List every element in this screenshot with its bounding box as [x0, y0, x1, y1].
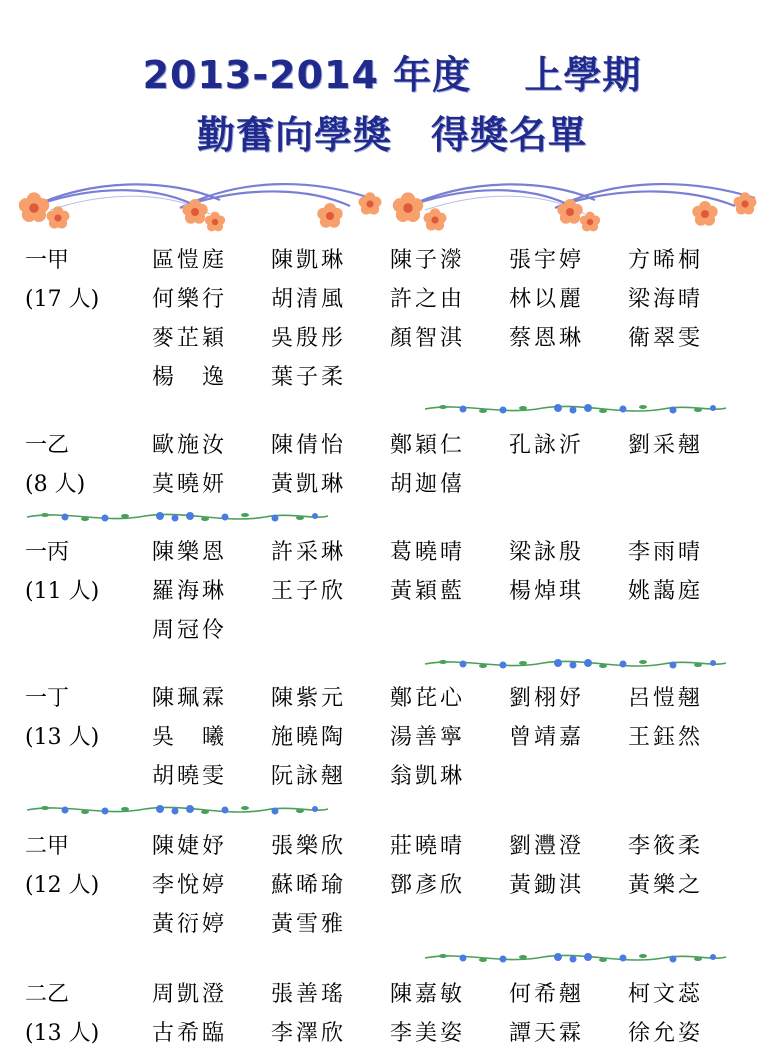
student-name: 翁凱琳	[390, 764, 466, 789]
student-list	[152, 975, 762, 1053]
student-name: 陳嘉敏	[390, 982, 466, 1007]
student-name: 胡曉雯	[152, 764, 228, 789]
class-label	[25, 827, 145, 905]
student-name: 譚天霖	[509, 1021, 585, 1046]
student-name: 施曉陶	[271, 725, 347, 750]
student-name: 胡迦僖	[390, 472, 466, 497]
student-name: 麥芷穎	[152, 326, 228, 351]
student-name: 周凱澄	[152, 982, 228, 1007]
class-count: (12 人)	[25, 873, 100, 898]
student-name: 劉采翹	[628, 433, 704, 458]
student-name: 張宇婷	[509, 248, 585, 273]
student-name: 莫曉妍	[152, 472, 228, 497]
vine-divider-icon	[25, 508, 330, 526]
student-name: 方晞桐	[628, 248, 704, 273]
student-name: 衛翠雯	[628, 326, 704, 351]
student-name: 蘇晞瑜	[271, 873, 347, 898]
page-subtitle: 勤奮向學獎 得獎名單	[196, 113, 587, 157]
student-name: 黃衍婷	[152, 912, 228, 937]
student-name: 蔡恩琳	[509, 326, 585, 351]
student-name: 柯文蕊	[628, 982, 704, 1007]
vine-divider-icon	[423, 400, 728, 418]
student-name: 李美姿	[390, 1021, 466, 1046]
student-name: 周冠伶	[152, 618, 228, 643]
flower-swirl-banner-icon	[10, 178, 774, 240]
student-name: 鄭芘心	[390, 686, 466, 711]
student-list	[152, 533, 762, 650]
student-name: 姚藹庭	[628, 579, 704, 604]
student-list	[152, 827, 762, 944]
student-name: 湯善寧	[390, 725, 466, 750]
student-list	[152, 426, 762, 504]
student-name: 黃雪雅	[271, 912, 347, 937]
student-name: 張善瑤	[271, 982, 347, 1007]
class-count: (13 人)	[25, 725, 100, 750]
student-name: 羅海琳	[152, 579, 228, 604]
class-count: (17 人)	[25, 287, 100, 312]
student-name: 王子欣	[271, 579, 347, 604]
student-name: 張樂欣	[271, 834, 347, 859]
student-name: 歐施汝	[152, 433, 228, 458]
student-name: 李澤欣	[271, 1021, 347, 1046]
student-name: 梁詠殷	[509, 540, 585, 565]
student-list	[152, 679, 762, 796]
student-name: 葛曉晴	[390, 540, 466, 565]
class-label	[25, 975, 145, 1053]
vine-divider-icon	[423, 949, 728, 967]
class-name: 二乙	[25, 982, 70, 1007]
student-name: 楊 逸	[152, 365, 228, 390]
student-name: 李悅婷	[152, 873, 228, 898]
student-name: 鄭穎仁	[390, 433, 466, 458]
class-label	[25, 533, 145, 611]
student-name: 陳紫元	[271, 686, 347, 711]
class-name: 一丁	[25, 686, 70, 711]
student-name: 李雨晴	[628, 540, 704, 565]
student-name: 黃樂之	[628, 873, 704, 898]
student-name: 陳樂恩	[152, 540, 228, 565]
class-label	[25, 679, 145, 757]
class-count: (13 人)	[25, 1021, 100, 1046]
class-label	[25, 426, 145, 504]
student-name: 呂愷翹	[628, 686, 704, 711]
student-name: 顏智淇	[390, 326, 466, 351]
class-name: 一丙	[25, 540, 70, 565]
student-name: 許之由	[390, 287, 466, 312]
vine-divider-icon	[423, 655, 728, 673]
class-count: (11 人)	[25, 579, 100, 604]
class-name: 一乙	[25, 433, 70, 458]
student-name: 陳珮霖	[152, 686, 228, 711]
student-name: 陳凱琳	[271, 248, 347, 273]
vine-divider-icon	[25, 801, 330, 819]
student-name: 陳倩怡	[271, 433, 347, 458]
student-name: 胡清風	[271, 287, 347, 312]
student-name: 莊曉晴	[390, 834, 466, 859]
student-name: 古希臨	[152, 1021, 228, 1046]
student-name: 葉子柔	[271, 365, 347, 390]
student-name: 梁海晴	[628, 287, 704, 312]
student-name: 曾靖嘉	[509, 725, 585, 750]
student-name: 吳殷彤	[271, 326, 347, 351]
student-name: 黃穎藍	[390, 579, 466, 604]
class-count: (8 人)	[25, 472, 86, 497]
student-list	[152, 241, 762, 397]
student-name: 王鈺然	[628, 725, 704, 750]
student-name: 鄧彥欣	[390, 873, 466, 898]
student-name: 徐允姿	[628, 1021, 704, 1046]
student-name: 劉栩妤	[509, 686, 585, 711]
student-name: 陳婕妤	[152, 834, 228, 859]
student-name: 何希翹	[509, 982, 585, 1007]
student-name: 許采琳	[271, 540, 347, 565]
class-name: 一甲	[25, 248, 70, 273]
student-name: 陳子濴	[390, 248, 466, 273]
student-name: 林以麗	[509, 287, 585, 312]
class-name: 二甲	[25, 834, 70, 859]
student-name: 黃鋤淇	[509, 873, 585, 898]
student-name: 黃凱琳	[271, 472, 347, 497]
page-title: 2013-2014 年度 上學期	[142, 53, 642, 97]
student-name: 何樂行	[152, 287, 228, 312]
student-name: 吳 曦	[152, 725, 228, 750]
student-name: 阮詠翹	[271, 764, 347, 789]
class-label	[25, 241, 145, 319]
student-name: 劉灃澄	[509, 834, 585, 859]
student-name: 楊焯琪	[509, 579, 585, 604]
student-name: 區愷庭	[152, 248, 228, 273]
student-name: 李筱柔	[628, 834, 704, 859]
student-name: 孔詠沂	[509, 433, 585, 458]
